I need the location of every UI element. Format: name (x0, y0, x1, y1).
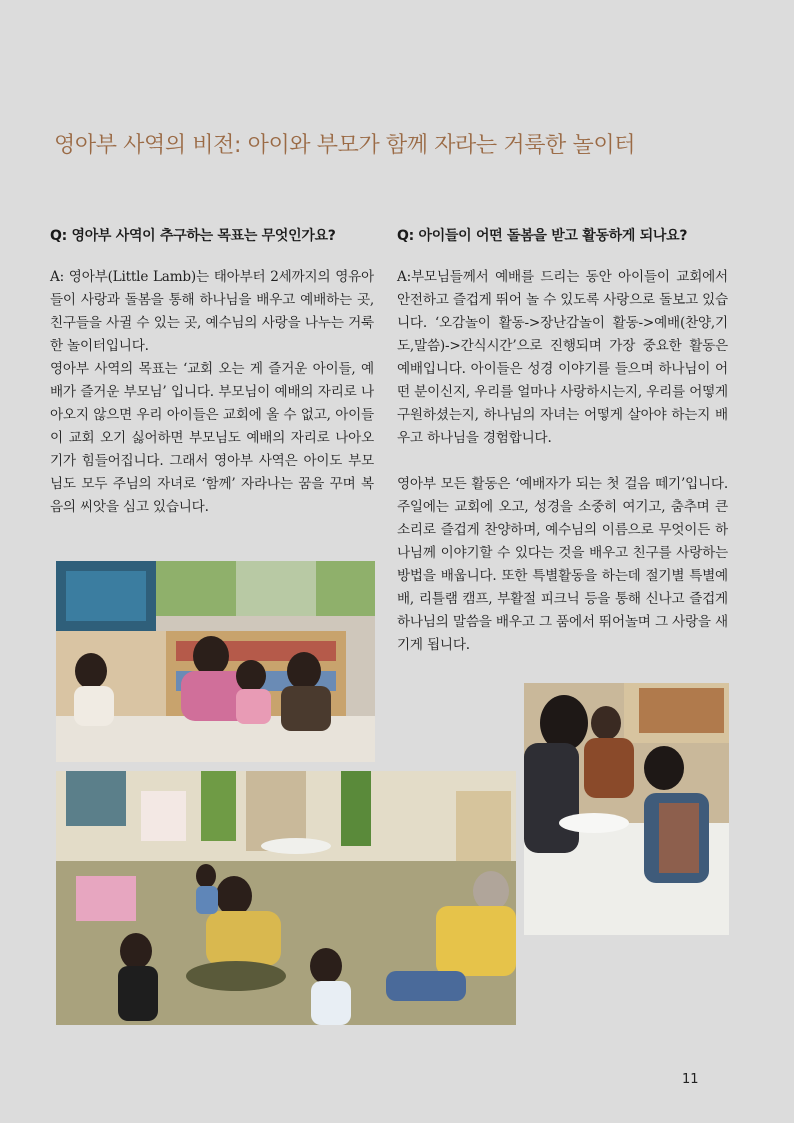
photo-classroom-floor (56, 771, 516, 1025)
right-paragraph-1: A:부모님들께서 예배를 드리는 동안 아이들이 교회에서 안전하고 즐겁게 뛰어 놀 수 있도록 사랑으로 돌보고 있습니다. ‘오감놀이 활동->장난감놀이 활동->예배(찬양,기도,말씀)->간식시간’으로 진행되며 가장 중요한 활동은 예배입니다. 아이들은 성경 이야기를 들으며 하나님이 어떤 분이신지, 우리를 얼마나 사랑하시는지, 우리를 어떻게 구원하셨는지, 하나님의 자녀는 어떻게 살아야 하는지 배우고 하나님을 경험합니다. (397, 269, 728, 446)
left-paragraph-1: A: 영아부(Little Lamb)는 태아부터 2세까지의 영유아들이 사랑과 돌봄을 통해 하나님을 배우고 예배하는 곳, 친구들을 사귈 수 있는 곳, 예수님의 사랑을 나누는 거룩한 놀이터입니다. (50, 269, 374, 354)
right-answer (397, 266, 728, 657)
left-question: Q: 영아부 사역이 추구하는 목표는 무엇인가요? (50, 228, 336, 244)
page-number: 11 (682, 1072, 699, 1087)
right-paragraph-2: 영아부 모든 활동은 ‘예배자가 되는 첫 걸음 떼기’입니다. 주일에는 교회에 오고, 성경을 소중히 여기고, 춤추며 큰 소리로 즐겁게 찬양하며, 예수님의 이름으로 무엇이든 하나님께 이야기할 수 있다는 것을 배우고 친구를 사랑하는 방법을 배웁니다. 또한 특별활동을 하는데 절기별 특별예배, 리틀램 캠프, 부활절 피크닉 등을 통해 신나고 즐겁게 하나님의 말씀을 배우고 그 품에서 뛰어놀며 그 사랑을 새기게 됩니다. (397, 476, 728, 653)
left-answer (50, 266, 374, 519)
left-paragraph-2: 영아부 사역의 목표는 ‘교회 오는 게 즐거운 아이들, 예배가 즐거운 부모님’ 입니다. 부모님이 예배의 자리로 나아오지 않으면 우리 아이들은 교회에 올 수 없고, 아이들이 교회 오기 싫어하면 부모님도 예배의 자리로 나아오기가 힘들어집니다. 그래서 영아부 사역은 아이도 부모님도 모두 주님의 자녀로 ‘함께’ 자라나는 꿈을 꾸며 복음의 씨앗을 심고 있습니다. (50, 361, 374, 515)
photo-play-time (524, 683, 729, 935)
photo-classroom-table (56, 561, 375, 762)
page-title: 영아부 사역의 비전: 아이와 부모가 함께 자라는 거룩한 놀이터 (54, 133, 636, 158)
right-question: Q: 아이들이 어떤 돌봄을 받고 활동하게 되나요? (397, 228, 688, 244)
